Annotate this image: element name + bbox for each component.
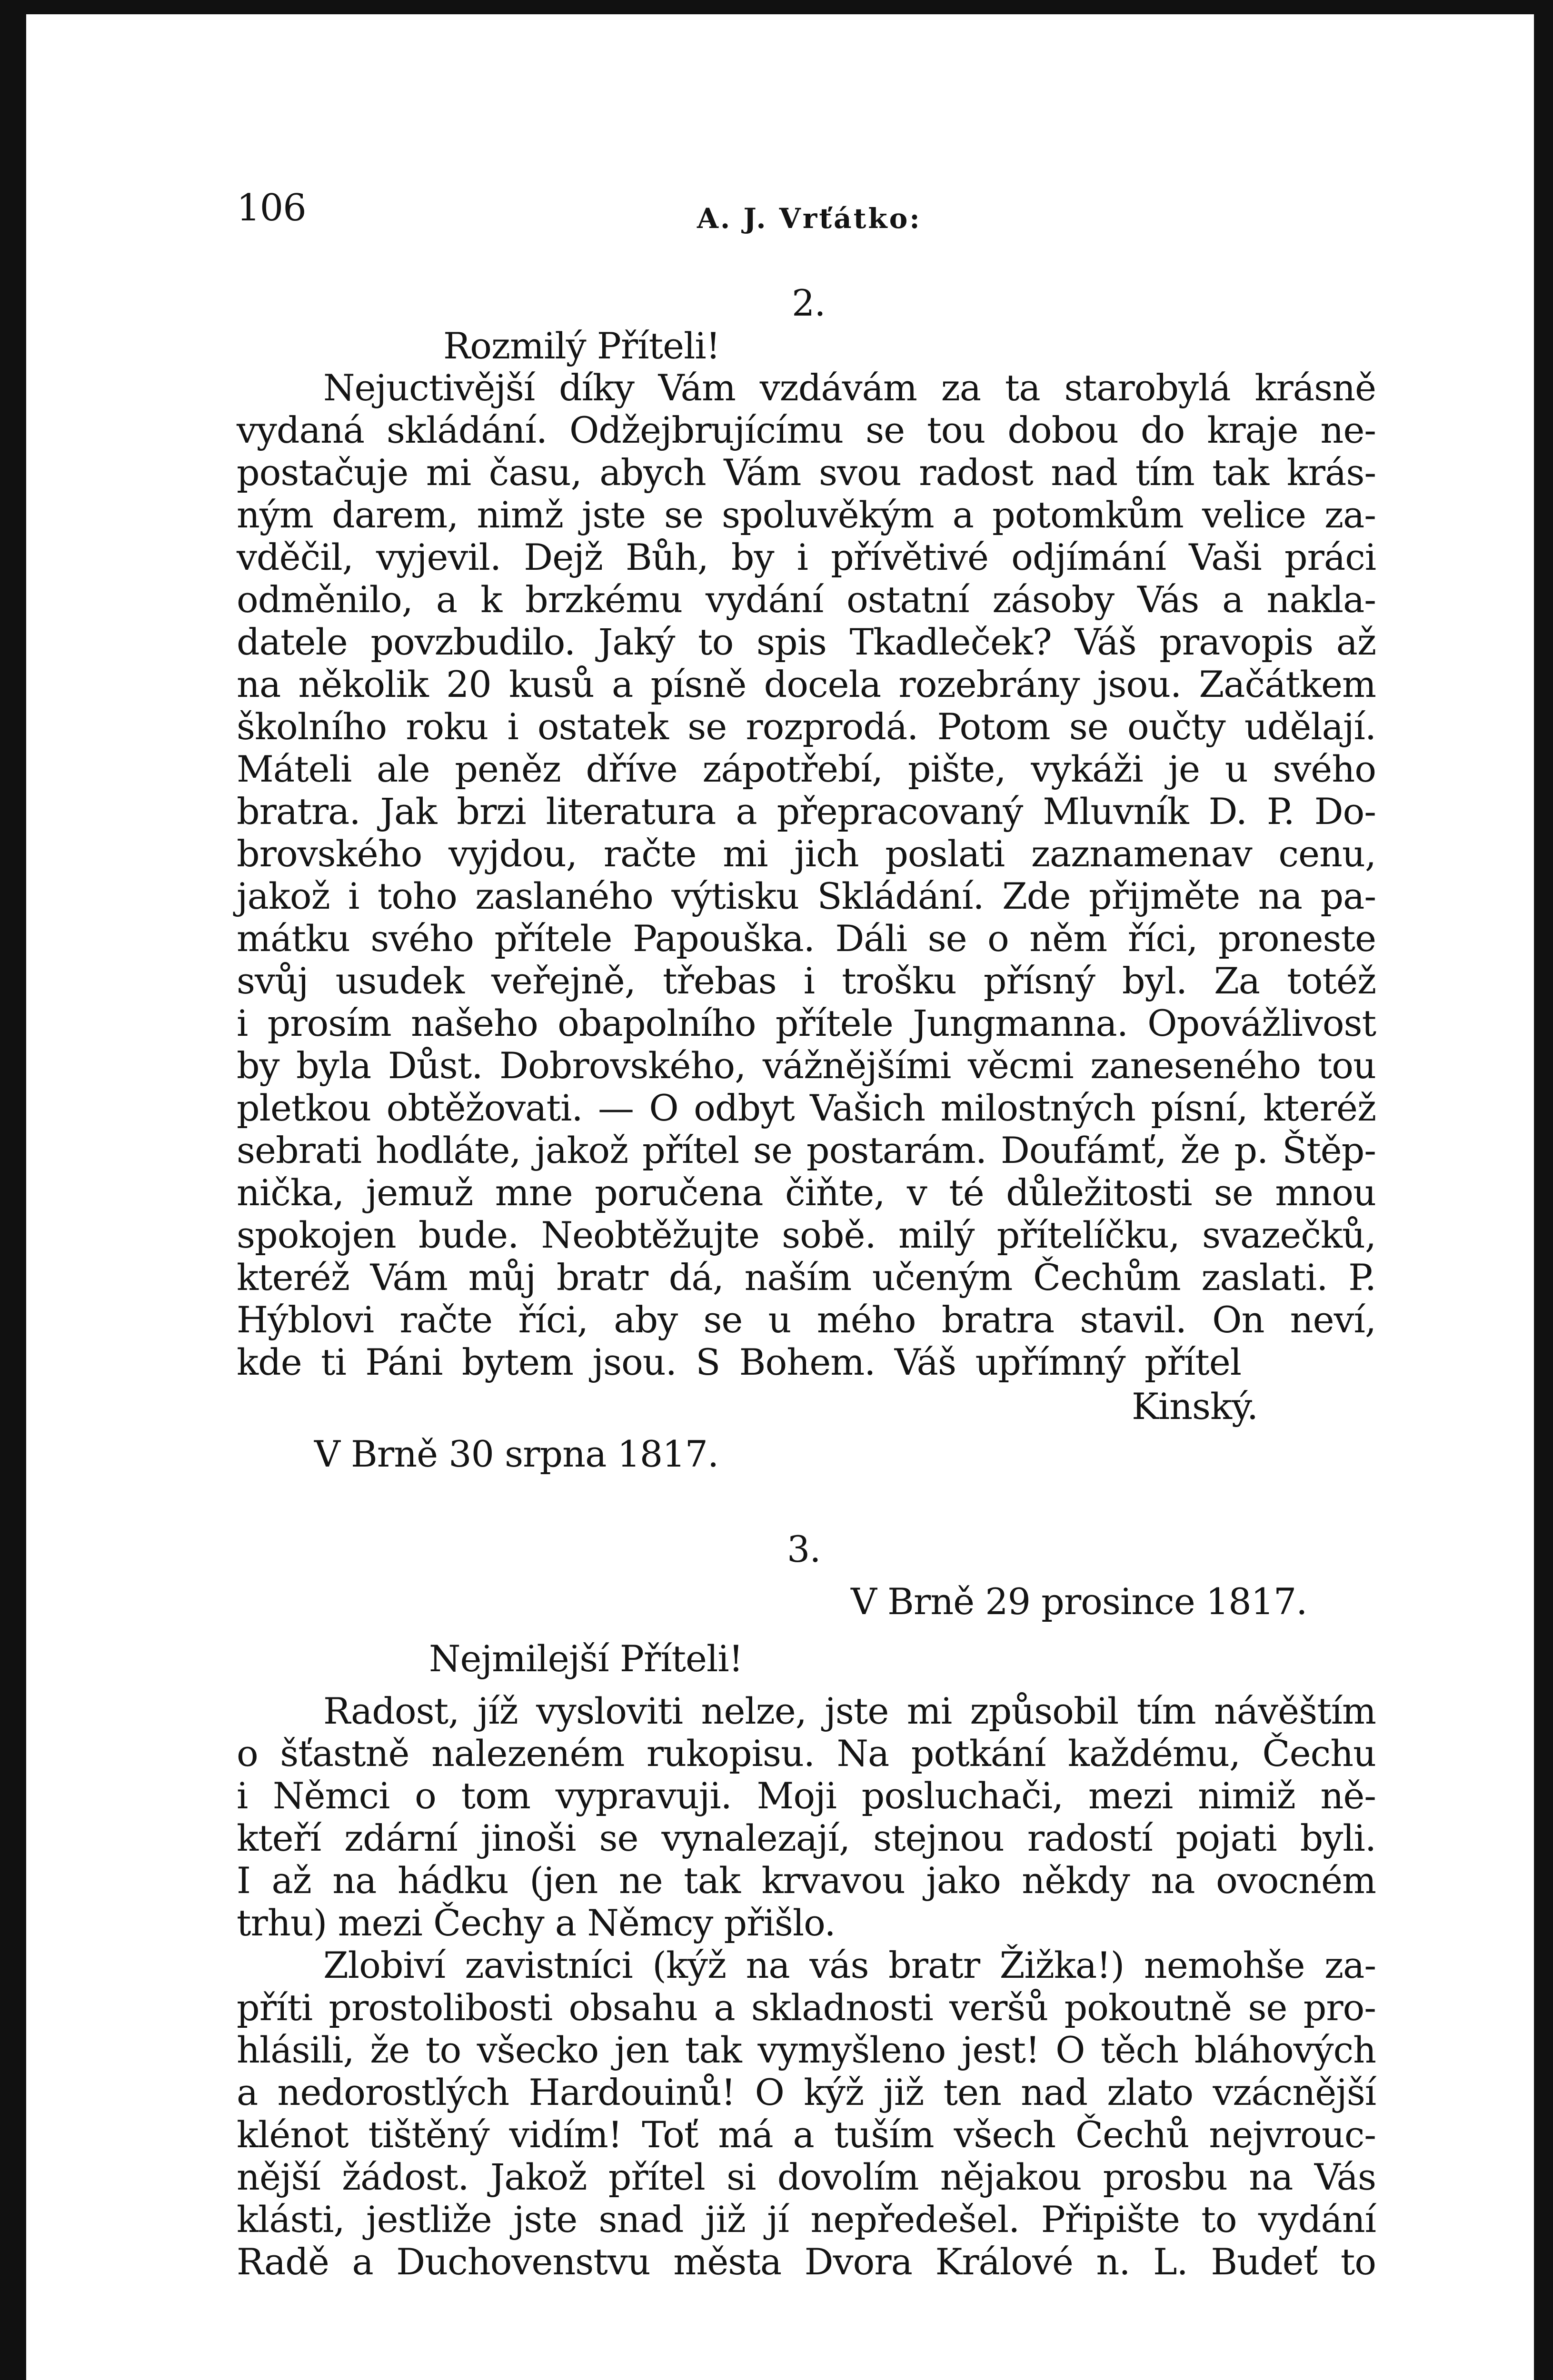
- text-line: I až na hádku (jen ne tak krvavou jako někdy na ovocném: [237, 1859, 1376, 1902]
- text-line: klénot tištěný vidím! Toť má a tuším všech Čechů nejvrouc-: [237, 2113, 1376, 2156]
- text-line: svůj usudek veřejně, třebas i trošku přísný byl. Za totéž: [237, 960, 1376, 1002]
- text-line: datele povzbudilo. Jaký to spis Tkadleček? Váš pravopis až: [237, 621, 1376, 663]
- text-line: postačuje mi času, abych Vám svou radost nad tím tak krás-: [237, 451, 1376, 494]
- text-line: pletkou obtěžovati. — O odbyt Vašich milostných písní, kteréž: [237, 1087, 1376, 1129]
- text-line: Máteli ale peněz dříve zápotřebí, pište, vykáži je u svého: [237, 748, 1376, 790]
- text-line: jakož i toho zaslaného výtisku Skládání. Zde přijměte na pa-: [237, 875, 1376, 917]
- salutation: Rozmilý Příteli!: [443, 325, 720, 367]
- text-line: klásti, jestliže jste snad již jí nepředešel. Připište to vydání: [237, 2198, 1376, 2241]
- text-line: kteréž Vám můj bratr dá, naším učeným Čechům zaslati. P.: [237, 1256, 1376, 1299]
- text-line: mátku svého přítele Papouška. Dáli se o něm říci, proneste: [237, 917, 1376, 960]
- text-line: i Němci o tom vypravuji. Moji posluchači, mezi nimiž ně-: [237, 1775, 1376, 1817]
- text-line: na několik 20 kusů a písně docela rozebrány jsou. Začátkem: [237, 663, 1376, 705]
- text-line: brovského vyjdou, račte mi jich poslati zaznamenav cenu,: [237, 833, 1376, 875]
- text-line: ným darem, nimž jste se spoluvěkým a potomkům velice za-: [237, 494, 1376, 536]
- text-line: kteří zdární jinoši se vynalezají, stejnou radostí pojati byli.: [237, 1817, 1376, 1859]
- text-line: vydaná skládání. Odžejbrujícímu se tou dobou do kraje ne-: [237, 409, 1376, 451]
- text-line: nička, jemuž mne poručena čiňte, v té důležitosti se mnou: [237, 1171, 1376, 1214]
- text-line: Zlobiví zavistníci (kýž na vás bratr Žižka!) nemohše za-: [323, 1944, 1376, 1986]
- text-line: by byla Důst. Dobrovského, vážnějšími věcmi zaneseného tou: [237, 1044, 1376, 1087]
- text-line: kde ti Páni bytem jsou. S Bohem. Váš upřímný přítel: [237, 1341, 1241, 1383]
- text-line: nější žádost. Jakož přítel si dovolím nějakou prosbu na Vás: [237, 2156, 1376, 2198]
- text-line: sebrati hodláte, jakož přítel se postarám. Doufámť, že p. Štěp-: [237, 1129, 1376, 1171]
- text-line: Nejuctivější díky Vám vzdávám za ta starobylá krásně: [323, 367, 1376, 409]
- letter-number: 3.: [787, 1528, 821, 1570]
- running-head: A. J. Vrťátko:: [697, 202, 922, 235]
- salutation: Nejmilejší Příteli!: [429, 1637, 743, 1680]
- text-line: a nedorostlých Hardouinů! O kýž již ten nad zlato vzácnější: [237, 2071, 1376, 2113]
- text-line: Radě a Duchovenstvu města Dvora Králové n. L. Budeť to: [237, 2241, 1376, 2283]
- scan-border-left: [0, 0, 26, 2380]
- text-line: příti prostolibosti obsahu a skladnosti veršů pokoutně se pro-: [237, 1986, 1376, 2029]
- text-line: Radost, jíž vysloviti nelze, jste mi způsobil tím návěštím: [323, 1690, 1376, 1732]
- text-line: odměnilo, a k brzkému vydání ostatní zásoby Vás a nakla-: [237, 578, 1376, 621]
- text-line: i prosím našeho obapolního přítele Jungmanna. Opovážlivost: [237, 1002, 1376, 1044]
- text-line: trhu) mezi Čechy a Němcy přišlo.: [237, 1902, 836, 1944]
- text-line: školního roku i ostatek se rozprodá. Potom se oučty udělají.: [237, 705, 1376, 748]
- text-line: bratra. Jak brzi literatura a přepracovaný Mluvník D. P. Do-: [237, 790, 1376, 833]
- signature: Kinský.: [1132, 1385, 1258, 1428]
- text-line: Hýblovi račte říci, aby se u mého bratra stavil. On neví,: [237, 1299, 1376, 1341]
- place-date: V Brně 30 srpna 1817.: [314, 1433, 719, 1475]
- page-number: 106: [237, 187, 306, 229]
- text-line: hlásili, že to všecko jen tak vymyšleno jest! O těch bláhových: [237, 2029, 1376, 2071]
- place-date: V Brně 29 prosince 1817.: [851, 1580, 1307, 1623]
- letter-number: 2.: [792, 282, 826, 324]
- text-line: spokojen bude. Neobtěžujte sobě. milý přítelíčku, svazečků,: [237, 1214, 1376, 1256]
- text-line: vděčil, vyjevil. Dejž Bůh, by i přívětivé odjímání Vaši práci: [237, 536, 1376, 578]
- scan-border-right: [1534, 0, 1553, 2380]
- text-line: o šťastně nalezeném rukopisu. Na potkání každému, Čechu: [237, 1732, 1376, 1775]
- scan-border-top: [0, 0, 1553, 14]
